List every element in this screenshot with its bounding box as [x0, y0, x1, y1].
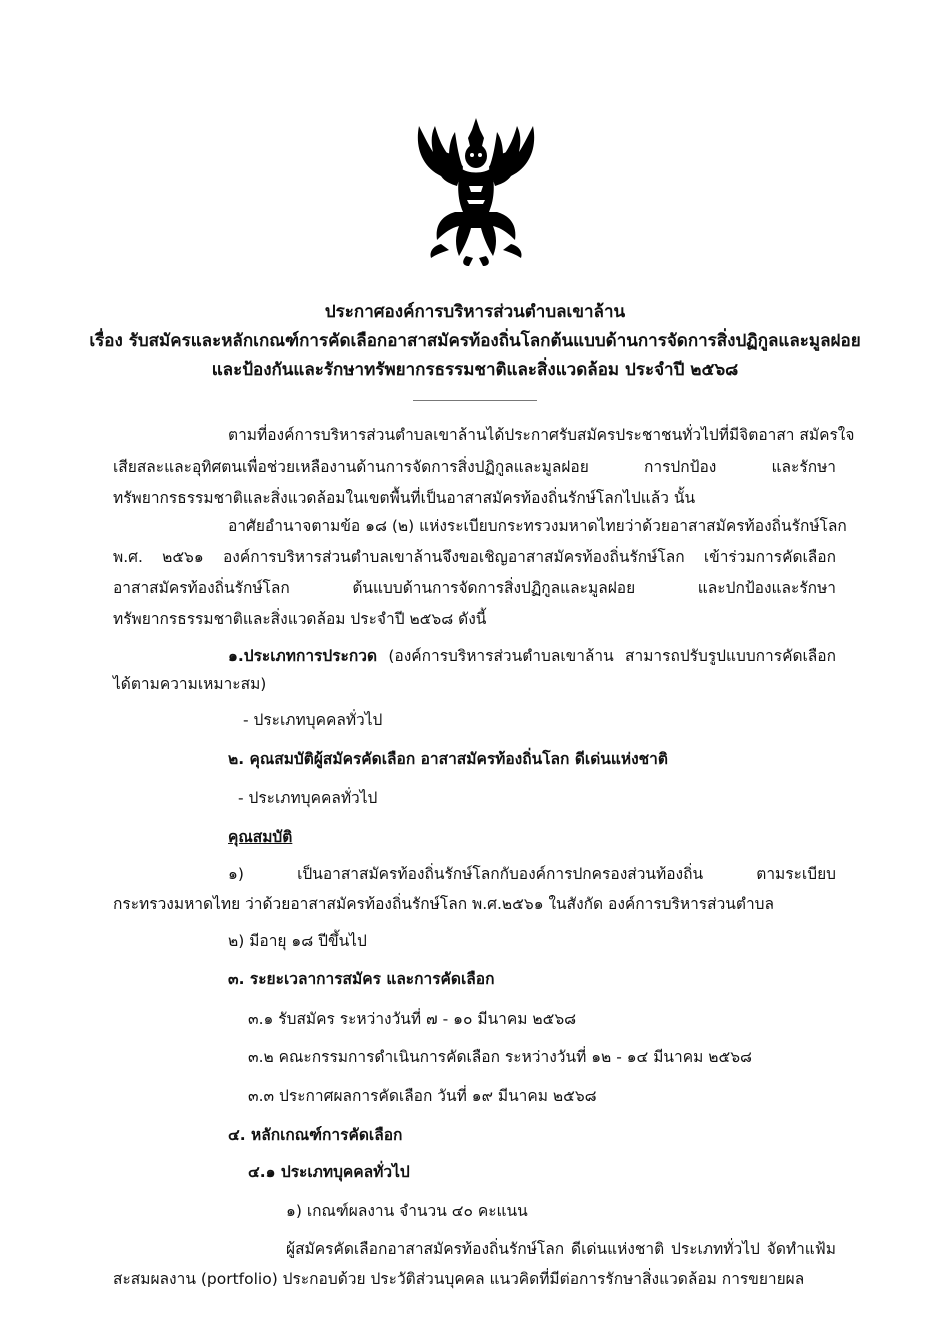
section-3-2: ๓.๒ คณะกรรมการดำเนินการคัดเลือก ระหว่างวันที่ ๑๒ - ๑๔ มีนาคม ๒๕๖๘ — [248, 1048, 752, 1066]
paragraph-2-line-1: อาศัยอำนาจตามข้อ ๑๘ (๒) แห่งระเบียบกระทรวงมหาดไทยว่าด้วยอาสาสมัครท้องถิ่นรักษ์โลก — [228, 517, 847, 535]
title-divider — [413, 400, 537, 401]
announcement-subject: เรื่อง รับสมัครและหลักเกณฑ์การคัดเลือกอาสาสมัครท้องถิ่นโลกต้นแบบด้านการจัดการสิ่งปฏิกูลและมูลฝอย — [89, 331, 861, 351]
section-4-heading: ๔. หลักเกณฑ์การคัดเลือก — [228, 1126, 403, 1144]
paragraph-2-line-2: พ.ศ. ๒๕๖๑ องค์การบริหารส่วนตำบลเขาล้านจึงขอเชิญอาสาสมัครท้องถิ่นรักษ์โลก เข้าร่วมการคัดเลือก — [113, 548, 836, 566]
section-2-item: - ประเภทบุคคลทั่วไป — [238, 789, 378, 807]
section-4-1-heading: ๔.๑ ประเภทบุคคลทั่วไป — [248, 1163, 410, 1181]
section-1-item: - ประเภทบุคคลทั่วไป — [243, 711, 383, 729]
paragraph-2-line-3: อาสาสมัครท้องถิ่นรักษ์โลก ต้นแบบด้านการจัดการสิ่งปฏิกูลและมูลฝอย และปกป้องและรักษา — [113, 579, 836, 597]
section-1-heading: ๑.ประเภทการประกวด — [228, 647, 378, 665]
section-2-heading: ๒. คุณสมบัติผู้สมัครคัดเลือก อาสาสมัครท้องถิ่นโลก ดีเด่นแห่งชาติ — [228, 750, 668, 768]
paragraph-1-line-1: ตามที่องค์การบริหารส่วนตำบลเขาล้านได้ประกาศรับสมัครประชาชนทั่วไปที่มีจิตอาสา สมัครใจ — [228, 426, 855, 444]
garuda-emblem-icon — [411, 116, 541, 266]
section-4-1-item: ๑) เกณฑ์ผลงาน จำนวน ๔๐ คะแนน — [286, 1202, 528, 1220]
paragraph-1-line-3: ทรัพยากรธรรมชาติและสิ่งแวดล้อมในเขตพื้นที่เป็นอาสาสมัครท้องถิ่นรักษ์โลกไปแล้ว นั้น — [113, 489, 696, 507]
paragraph-3-line-2: สะสมผลงาน (portfolio) ประกอบด้วย ประวัติส่วนบุคคล แนวคิดที่มีต่อการรักษาสิ่งแวดล้อม การขยายผล — [113, 1270, 805, 1288]
announcement-subject-continued: และป้องกันและรักษาทรัพยากรธรรมชาติและสิ่งแวดล้อม ประจำปี ๒๕๖๘ — [211, 360, 739, 380]
paragraph-3-line-1: ผู้สมัครคัดเลือกอาสาสมัครท้องถิ่นรักษ์โลก ดีเด่นแห่งชาติ ประเภททั่วไป จัดทำแฟ้ม — [286, 1240, 836, 1258]
paragraph-1-line-2: เสียสละและอุทิศตนเพื่อช่วยเหลืองานด้านการจัดการสิ่งปฏิกูลและมูลฝอย การปกป้อง และรักษา — [113, 458, 836, 476]
qualification-1-line-2: กระทรวงมหาดไทย ว่าด้วยอาสาสมัครท้องถิ่นรักษ์โลก พ.ศ.๒๕๖๑ ในสังกัด องค์การบริหารส่วนตำบล — [113, 895, 774, 913]
announcement-title: ประกาศองค์การบริหารส่วนตำบลเขาล้าน — [324, 302, 626, 322]
section-3-3: ๓.๓ ประกาศผลการคัดเลือก วันที่ ๑๙ มีนาคม ๒๕๖๘ — [248, 1087, 597, 1105]
qualifications-heading: คุณสมบัติ — [228, 828, 293, 846]
section-1-line-1 — [228, 644, 836, 668]
section-1-line-2: ได้ตามความเหมาะสม) — [113, 675, 267, 693]
qualification-2: ๒) มีอายุ ๑๘ ปีขึ้นไป — [228, 932, 367, 950]
section-3-heading: ๓. ระยะเวลาการสมัคร และการคัดเลือก — [228, 970, 495, 988]
paragraph-2-line-4: ทรัพยากรธรรมชาติและสิ่งแวดล้อม ประจำปี ๒๕๖๘ ดังนี้ — [113, 610, 487, 628]
section-3-1: ๓.๑ รับสมัคร ระหว่างวันที่ ๗ - ๑๐ มีนาคม ๒๕๖๘ — [248, 1010, 577, 1028]
section-1-note: (องค์การบริหารส่วนตำบลเขาล้าน สามารถปรับรูปแบบการคัดเลือก — [377, 647, 836, 665]
qualification-1-line-1: ๑) เป็นอาสาสมัครท้องถิ่นรักษ์โลกกับองค์การปกครองส่วนท้องถิ่น ตามระเบียบ — [228, 865, 836, 883]
